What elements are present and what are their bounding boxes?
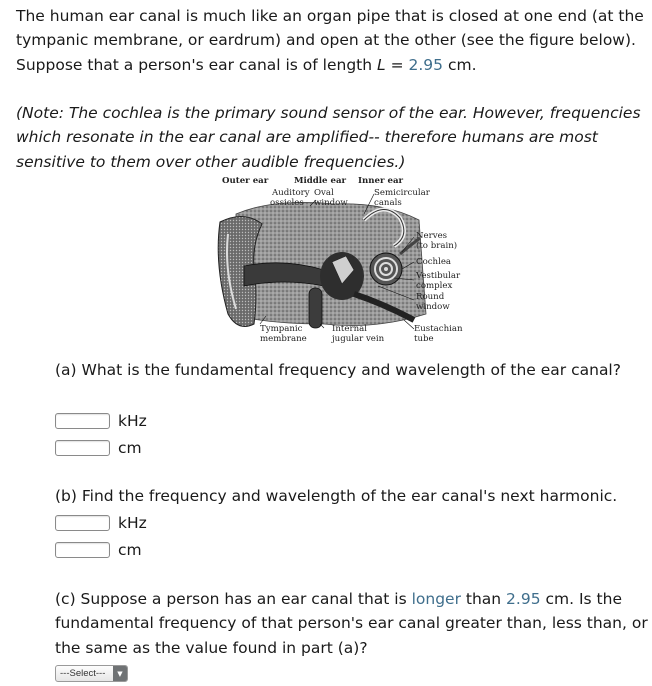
chevron-down-icon: ▼ bbox=[113, 666, 127, 681]
label-jugular-vein: Internal jugular vein bbox=[332, 324, 385, 344]
label-outer-ear: Outer ear bbox=[222, 176, 269, 186]
question-c: (c) Suppose a person has an ear canal that is longer than 2.95 cm. Is the fundamental frequency of that person's ear canal greater than, less than, or the same as the value found in part (a)? bbox=[55, 590, 648, 657]
label-auditory-ossicles: Auditory ossicles bbox=[270, 188, 310, 208]
answer-row-a2 bbox=[55, 438, 142, 458]
label-semicircular-canals: Semicircular canals bbox=[374, 188, 430, 208]
longer-highlight: longer bbox=[411, 590, 461, 608]
unit-label: cm bbox=[118, 541, 142, 559]
label-round-window: Round window bbox=[416, 292, 450, 312]
label-middle-ear: Middle ear bbox=[294, 176, 347, 186]
length-value-c: 2.95 bbox=[506, 590, 541, 608]
select-value: ---Select--- bbox=[60, 668, 106, 679]
label-inner-ear: Inner ear bbox=[358, 176, 404, 186]
frequency-a-input[interactable] bbox=[55, 413, 110, 429]
frequency-b-input[interactable] bbox=[55, 515, 110, 531]
problem-note: (Note: The cochlea is the primary sound sensor of the ear. However, frequencies which resonate in the ear canal are amplified-- therefore humans are most sensitive to them over other audible frequencies.) bbox=[16, 104, 641, 171]
answer-row-a1 bbox=[55, 411, 147, 431]
unit-label: kHz bbox=[118, 412, 147, 430]
wavelength-a-input[interactable] bbox=[55, 440, 110, 456]
label-cochlea: Cochlea bbox=[416, 257, 452, 267]
label-nerves: Nerves (to brain) bbox=[416, 231, 458, 251]
comparison-select[interactable] bbox=[55, 665, 128, 682]
label-tympanic-membrane: Tympanic membrane bbox=[260, 324, 307, 344]
question-b: (b) Find the frequency and wavelength of the ear canal's next harmonic. bbox=[55, 487, 618, 505]
unit-label: cm bbox=[118, 439, 142, 457]
wavelength-b-input[interactable] bbox=[55, 542, 110, 558]
ear-anatomy-figure bbox=[214, 174, 463, 346]
answer-row-b1 bbox=[55, 513, 147, 533]
problem-intro: The human ear canal is much like an organ pipe that is closed at one end (at the tympanic membrane, or eardrum) and open at the other (see the figure below). Suppose that a person's ear canal is of length L = 2.95 cm. bbox=[16, 7, 644, 74]
label-vestibular-complex: Vestibular complex bbox=[416, 271, 461, 291]
unit-label: kHz bbox=[118, 514, 147, 532]
label-eustachian-tube: Eustachian tube bbox=[414, 324, 463, 344]
question-a: (a) What is the fundamental frequency and wavelength of the ear canal? bbox=[55, 361, 621, 379]
length-value: 2.95 bbox=[408, 55, 444, 74]
label-oval-window: Oval window bbox=[314, 188, 348, 208]
answer-row-b2 bbox=[55, 540, 142, 560]
